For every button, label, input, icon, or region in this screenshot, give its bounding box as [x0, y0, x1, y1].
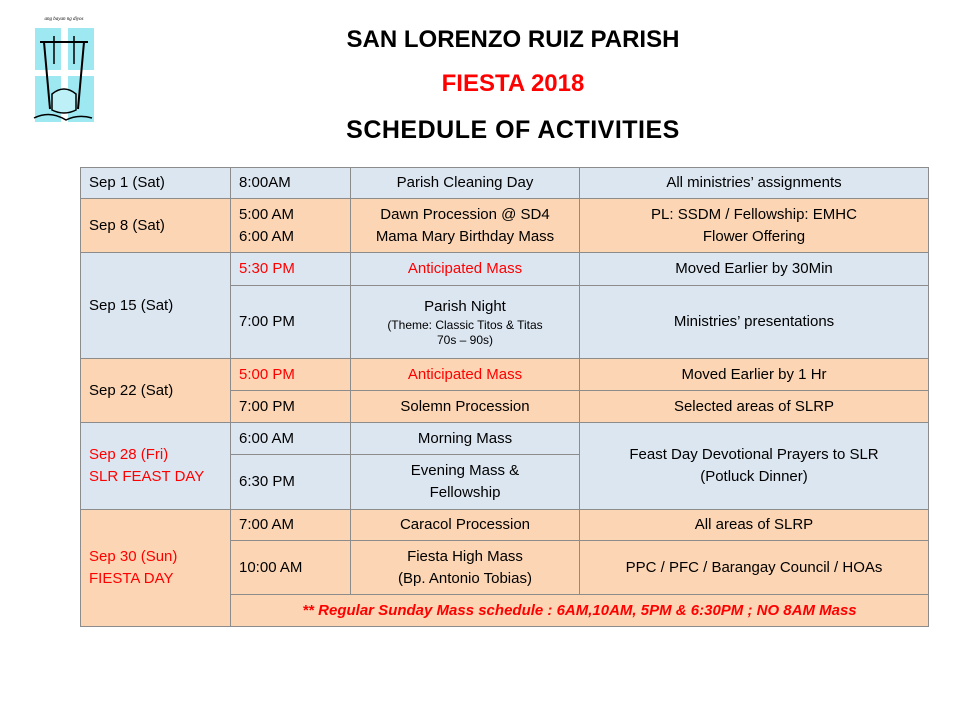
activity-cell	[351, 455, 580, 510]
time-cell: 7:00 AM	[231, 510, 351, 541]
time-line: 5:00 AM	[239, 205, 295, 223]
activity-cell	[351, 199, 580, 253]
schedule-table	[80, 167, 929, 627]
table-row	[81, 423, 929, 455]
date-line: SLR FEAST DAY	[89, 468, 205, 485]
notes-cell: All areas of SLRP	[580, 510, 929, 541]
date-cell	[81, 510, 231, 627]
notes-cell: Selected areas of SLRP	[580, 391, 929, 423]
activity-line: Evening Mass &	[410, 462, 520, 479]
activity-cell	[351, 541, 580, 595]
notes-cell: Moved Earlier by 30Min	[580, 253, 929, 286]
activity-line: Dawn Procession @ SD4	[380, 205, 550, 223]
time-cell: 7:00 PM	[231, 286, 351, 359]
activity-cell	[351, 286, 580, 359]
table-row	[81, 199, 929, 253]
activity-line: 70s – 90s)	[436, 333, 494, 347]
notes-cell	[580, 199, 929, 253]
schedule-heading: SCHEDULE OF ACTIVITIES	[346, 116, 680, 144]
notes-line: Flower Offering	[702, 227, 806, 245]
table-row	[81, 359, 929, 391]
time-line: 6:00 AM	[239, 227, 295, 245]
time-cell: 7:00 PM	[231, 391, 351, 423]
notes-cell: Moved Earlier by 1 Hr	[580, 359, 929, 391]
activity-line: Fellowship	[429, 484, 501, 501]
date-line: Sep 30 (Sun)	[89, 548, 178, 565]
notes-cell: All ministries’ assignments	[580, 168, 929, 199]
mass-schedule-note: ** Regular Sunday Mass schedule : 6AM,10AM, 5PM & 6:30PM ; NO 8AM Mass	[231, 595, 929, 627]
notes-line: Feast Day Devotional Prayers to SLR	[629, 446, 879, 463]
notes-cell: PPC / PFC / Barangay Council / HOAs	[580, 541, 929, 595]
date-line: Sep 28 (Fri)	[89, 446, 169, 463]
activity-cell: Solemn Procession	[351, 391, 580, 423]
activity-cell: Caracol Procession	[351, 510, 580, 541]
time-cell	[231, 199, 351, 253]
time-cell: 6:30 PM	[231, 455, 351, 510]
time-cell: 5:00 PM	[231, 359, 351, 391]
fiesta-title: FIESTA 2018	[441, 70, 585, 97]
date-cell: Sep 22 (Sat)	[81, 359, 231, 423]
logo-caption: ang bayan ng diyos	[44, 17, 84, 22]
parish-title: SAN LORENZO RUIZ PARISH	[346, 26, 680, 53]
activity-line: Parish Night	[424, 298, 506, 315]
notes-line: PL: SSDM / Fellowship: EMHC	[651, 205, 857, 223]
activity-line: (Bp. Antonio Tobias)	[398, 569, 532, 587]
activity-line: Fiesta High Mass	[407, 547, 523, 565]
date-cell: Sep 8 (Sat)	[81, 199, 231, 253]
activity-cell: Anticipated Mass	[351, 253, 580, 286]
table-row	[81, 168, 929, 199]
activity-cell: Parish Cleaning Day	[351, 168, 580, 199]
time-cell: 5:30 PM	[231, 253, 351, 286]
activity-line: (Theme: Classic Titos & Titas	[387, 318, 543, 332]
notes-line: (Potluck Dinner)	[700, 468, 808, 485]
table-row	[81, 253, 929, 286]
time-cell: 8:00AM	[231, 168, 351, 199]
time-cell: 10:00 AM	[231, 541, 351, 595]
activity-line: Mama Mary Birthday Mass	[375, 227, 555, 245]
notes-cell	[580, 423, 929, 510]
activity-cell: Morning Mass	[351, 423, 580, 455]
notes-cell: Ministries’ presentations	[580, 286, 929, 359]
activity-cell: Anticipated Mass	[351, 359, 580, 391]
date-cell	[81, 423, 231, 510]
date-cell: Sep 1 (Sat)	[81, 168, 231, 199]
table-row	[81, 510, 929, 541]
date-line: FIESTA DAY	[89, 570, 174, 587]
date-cell: Sep 15 (Sat)	[81, 253, 231, 359]
time-cell: 6:00 AM	[231, 423, 351, 455]
